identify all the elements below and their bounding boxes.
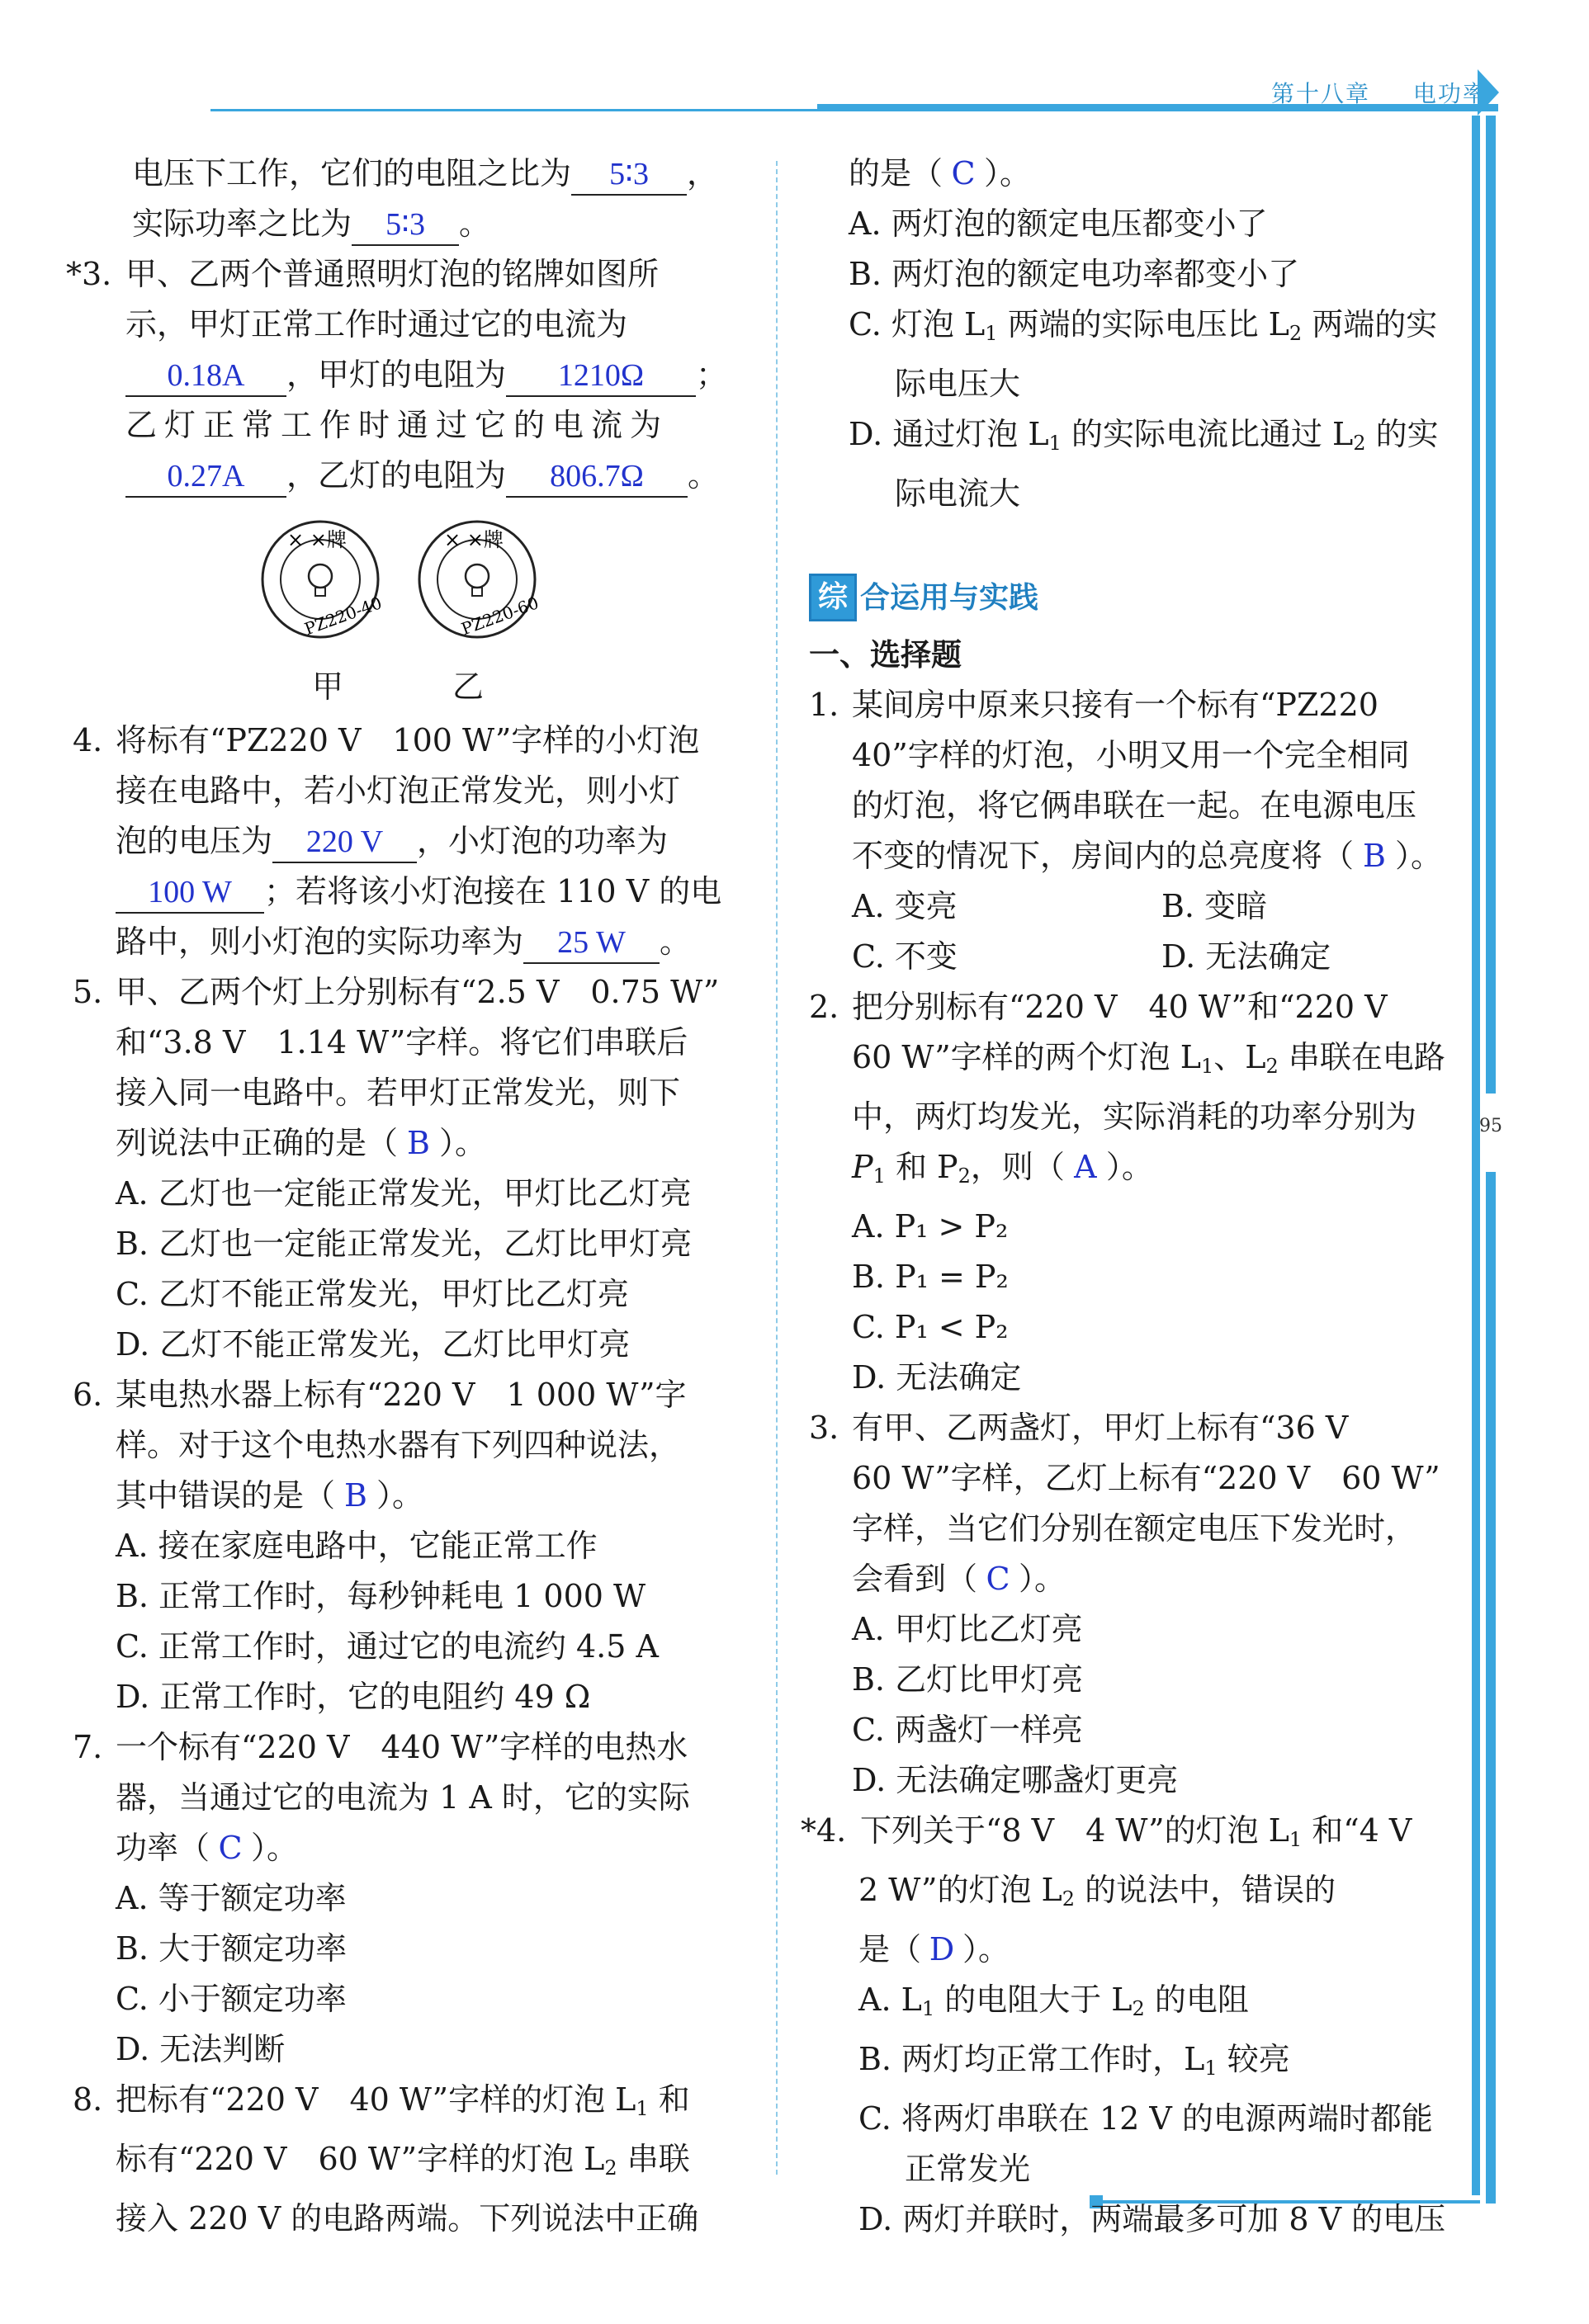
option: A. P₁ > P₂ <box>852 1208 1009 1245</box>
option: D. 无法确定 <box>852 1359 1022 1396</box>
question-4: 4. 将标有“PZ220 V 100 W”字样的小灯泡 接在电路中，若小灯泡正常发光，则小灯 泡的电压为 220 V ，小灯泡的功率为 100 W ；若将该小灯泡接在 110 V 的电 路中，则小灯泡的实际功率为 25 W 。 <box>73 716 750 967</box>
question-number: 2. <box>809 989 839 1025</box>
answer-blank: 100 W <box>116 872 264 914</box>
question-6: 6. 某电热水器上标有“220 V 1 000 W”字 样。对于这个电热水器有下列四种说法， 其中错误的是（ B ）。 A. 接在家庭电路中，它能正常工作 B. 正常工作时，每秒钟耗电 1 000 W C. 正常工作时，通过它的电流约 4.5 A D. 正常工作时，它的电阻约 49 Ω <box>73 1370 750 1722</box>
review-question-3: 3. 有甲、乙两盏灯，甲灯上标有“36 V 60 W”字样，乙灯上标有“220 V 60 W” 字样，当它们分别在额定电压下发光时， 会看到（ C ）。 A. 甲灯比乙灯亮 B. 乙灯比甲灯亮 C. 两盏灯一样亮 D. 无法确定哪盏灯更亮 <box>809 1403 1469 1806</box>
question-number: 6. <box>73 1377 103 1413</box>
option: D. 通过灯泡 $L_1$ 的实际电流比通过 $L_2$ 的实 <box>849 416 1439 455</box>
question-number: 4. <box>73 722 103 758</box>
answer-choice: B <box>1363 838 1386 874</box>
badge-label-yi: 乙 <box>452 668 485 705</box>
answer-choice: B <box>344 1477 367 1514</box>
option: A. $L_1$ 的电阻大于 $L_2$ 的电阻 <box>858 1982 1249 2020</box>
option: D. 两灯并联时，两端最多可加 8 V 的电压 <box>858 2201 1446 2237</box>
option: C. 将两灯串联在 12 V 的电源两端时都能 <box>858 2100 1433 2137</box>
option: A. 等于额定功率 <box>116 1880 347 1916</box>
answer-blank: 220 V <box>272 822 417 863</box>
question-number: 8. <box>73 2081 103 2118</box>
option: C. 正常工作时，通过它的电流约 4.5 A <box>116 1628 659 1665</box>
review-question-4: *4. 下列关于“8 V 4 W”的灯泡 $L_1$ 和“4 V 2 W”的灯泡 $L_2$ 的说法中，错误的 是（ D ）。 A. $L_1$ 的电阻大于 $L_2$ 的电阻 B. 两灯均正常工作时，$L_1$ 较亮 C. 将两灯串联在 12 V 的电源两端时都能 正常发光 D. 两灯并联时，两端最多可加 8 V 的电压 <box>809 1806 1469 2245</box>
option: A. 接在家庭电路中，它能正常工作 <box>116 1528 598 1564</box>
option: B. 正常工作时，每秒钟耗电 1 000 W <box>116 1578 646 1614</box>
answer-blank: 806.7Ω <box>506 456 688 498</box>
answer-choice: B <box>407 1125 430 1161</box>
badge-jia-model: PZ220-40 <box>301 593 385 640</box>
question-number: 1. <box>809 687 839 723</box>
option: A. 两灯泡的额定电压都变小了 <box>849 205 1268 242</box>
option: B. 大于额定功率 <box>116 1930 348 1967</box>
nameplate-figure <box>73 501 750 716</box>
badge-jia <box>262 522 385 639</box>
column-divider <box>776 161 778 2175</box>
option: C. 灯泡 $L_1$ 两端的实际电压比 $L_2$ 两端的实 <box>849 306 1438 345</box>
answer-choice: A <box>1074 1149 1097 1185</box>
header-arrow-icon <box>1478 69 1499 116</box>
question-2-continued: 电压下工作，它们的电阻之比为 5∶3 ， 实际功率之比为 5∶3 。 <box>73 149 750 249</box>
answer-choice: D <box>929 1931 955 1967</box>
badge-label-jia: 甲 <box>312 668 344 705</box>
section-heading <box>809 569 1469 626</box>
review-question-2: 2. 把分别标有“220 V 40 W”和“220 V 60 W”字样的两个灯泡 $L_1$、$L_2$ 串联在电路 中，两灯均发光，实际消耗的功率分别为 $P_1$ 和 $P_2$，则（ A ）。 A. P₁ > P₂ B. P₁ = P₂ C. P₁ < P₂ D. 无法确定 <box>809 982 1469 1403</box>
right-column <box>801 149 1469 2245</box>
option: B. 两灯均正常工作时，$L_1$ 较亮 <box>858 2041 1290 2080</box>
badge-jia-brand: × ×牌 <box>287 528 347 551</box>
question-number: 3. <box>809 1410 839 1446</box>
option: A. 变亮 <box>852 888 958 924</box>
question-number: 7. <box>73 1729 103 1765</box>
section-label: 电功率 <box>1412 80 1487 107</box>
question-number: *3. <box>66 256 112 292</box>
option: C. P₁ < P₂ <box>852 1309 1009 1345</box>
review-question-1: 1. 某间房中原来只接有一个标有“PZ220 40”字样的灯泡，小明又用一个完全相同 的灯泡，将它俩串联在一起。在电源电压 不变的情况下，房间内的总亮度将（ B ）。 A. 变亮 B. 变暗 C. 不变 D. 无法确定 <box>809 680 1469 982</box>
option: C. 不变 <box>852 938 958 975</box>
chapter-label: 第十八章 <box>1271 80 1371 107</box>
answer-blank: 1210Ω <box>506 356 696 397</box>
badge-yi-brand: × ×牌 <box>444 528 504 551</box>
running-header <box>1271 76 1487 109</box>
badge-yi-model: PZ220-60 <box>458 593 541 640</box>
option: B. 变暗 <box>1161 888 1268 924</box>
page-number: 95 <box>1479 1116 1502 1136</box>
option: A. 乙灯也一定能正常发光，甲灯比乙灯亮 <box>116 1175 692 1212</box>
answer-blank: 5∶3 <box>571 154 687 196</box>
answer-blank: 25 W <box>523 923 660 964</box>
question-8-continued: 的是（ C ）。 A. 两灯泡的额定电压都变小了 B. 两灯泡的额定电功率都变小了 C. 灯泡 $L_1$ 两端的实际电压比 $L_2$ 两端的实 际电压大 D. 通过灯泡 $L_1$ 的实际电流比通过 $L_2$ 的实 际电流大 <box>809 149 1469 519</box>
question-3: *3. 甲、乙两个普通照明灯泡的铭牌如图所 示，甲灯正常工作时通过它的电流为 0.18A ，甲灯的电阻为 1210Ω ； 乙灯正常工作时通过它的电流为 0.27A ，乙灯的电阻为 806.7Ω 。 × ×牌 PZ220-40 × ×牌 PZ220-60 甲 乙 <box>73 249 750 716</box>
option: D. 无法判断 <box>116 2031 286 2067</box>
option: C. 乙灯不能正常发光，甲灯比乙灯亮 <box>116 1276 629 1312</box>
part-heading: 一、选择题 <box>809 637 962 673</box>
option: A. 甲灯比乙灯亮 <box>852 1611 1083 1647</box>
option: B. P₁ = P₂ <box>852 1259 1009 1295</box>
badge-yi <box>419 522 541 639</box>
question-number: *4. <box>801 1812 847 1849</box>
question-5: 5. 甲、乙两个灯上分别标有“2.5 V 0.75 W” 和“3.8 V 1.14 W”字样。将它们串联后 接入同一电路中。若甲灯正常发光，则下 列说法中正确的是（ B ）。 A. 乙灯也一定能正常发光，甲灯比乙灯亮 B. 乙灯也一定能正常发光，乙灯比甲灯亮 C. 乙灯不能正常发光，甲灯比乙灯亮 D. 乙灯不能正常发光，乙灯比甲灯亮 <box>73 967 750 1370</box>
option: D. 无法确定 <box>1161 938 1331 975</box>
option: B. 乙灯比甲灯亮 <box>852 1661 1084 1698</box>
margin-bar-outer-bottom <box>1486 1172 1496 2204</box>
nameplate-badges <box>73 501 750 666</box>
margin-bar <box>1472 116 1480 2195</box>
option: D. 乙灯不能正常发光，乙灯比甲灯亮 <box>116 1326 631 1363</box>
option: C. 小于额定功率 <box>116 1981 347 2017</box>
option: D. 无法确定哪盏灯更亮 <box>852 1762 1179 1798</box>
question-7: 7. 一个标有“220 V 440 W”字样的电热水 器，当通过它的电流为 1 A 时，它的实际 功率（ C ）。 A. 等于额定功率 B. 大于额定功率 C. 小于额定功率 D. 无法判断 <box>73 1722 750 2075</box>
option: D. 正常工作时，它的电阻约 49 Ω <box>116 1679 591 1715</box>
option: B. 乙灯也一定能正常发光，乙灯比甲灯亮 <box>116 1226 693 1262</box>
section-badge-icon: 综 <box>809 574 857 621</box>
margin-bar-outer-top <box>1486 116 1496 1094</box>
answer-blank: 0.18A <box>125 356 286 397</box>
question-8: 8. 把标有“220 V 40 W”字样的灯泡 $L_1$ 和 标有“220 V 60 W”字样的灯泡 $L_2$ 串联 接入 220 V 的电路两端。下列说法中正确 <box>73 2075 750 2244</box>
section-title: 合运用与实践 <box>860 580 1039 615</box>
option: C. 两盏灯一样亮 <box>852 1712 1083 1748</box>
answer-choice: C <box>218 1830 243 1866</box>
answer-blank: 0.27A <box>125 456 286 498</box>
answer-blank: 5∶3 <box>352 205 459 246</box>
option: B. 两灯泡的额定电功率都变小了 <box>849 256 1300 292</box>
question-number: 5. <box>73 974 103 1010</box>
answer-choice: C <box>951 155 976 191</box>
left-column <box>66 149 750 2244</box>
answer-choice: C <box>986 1561 1010 1597</box>
